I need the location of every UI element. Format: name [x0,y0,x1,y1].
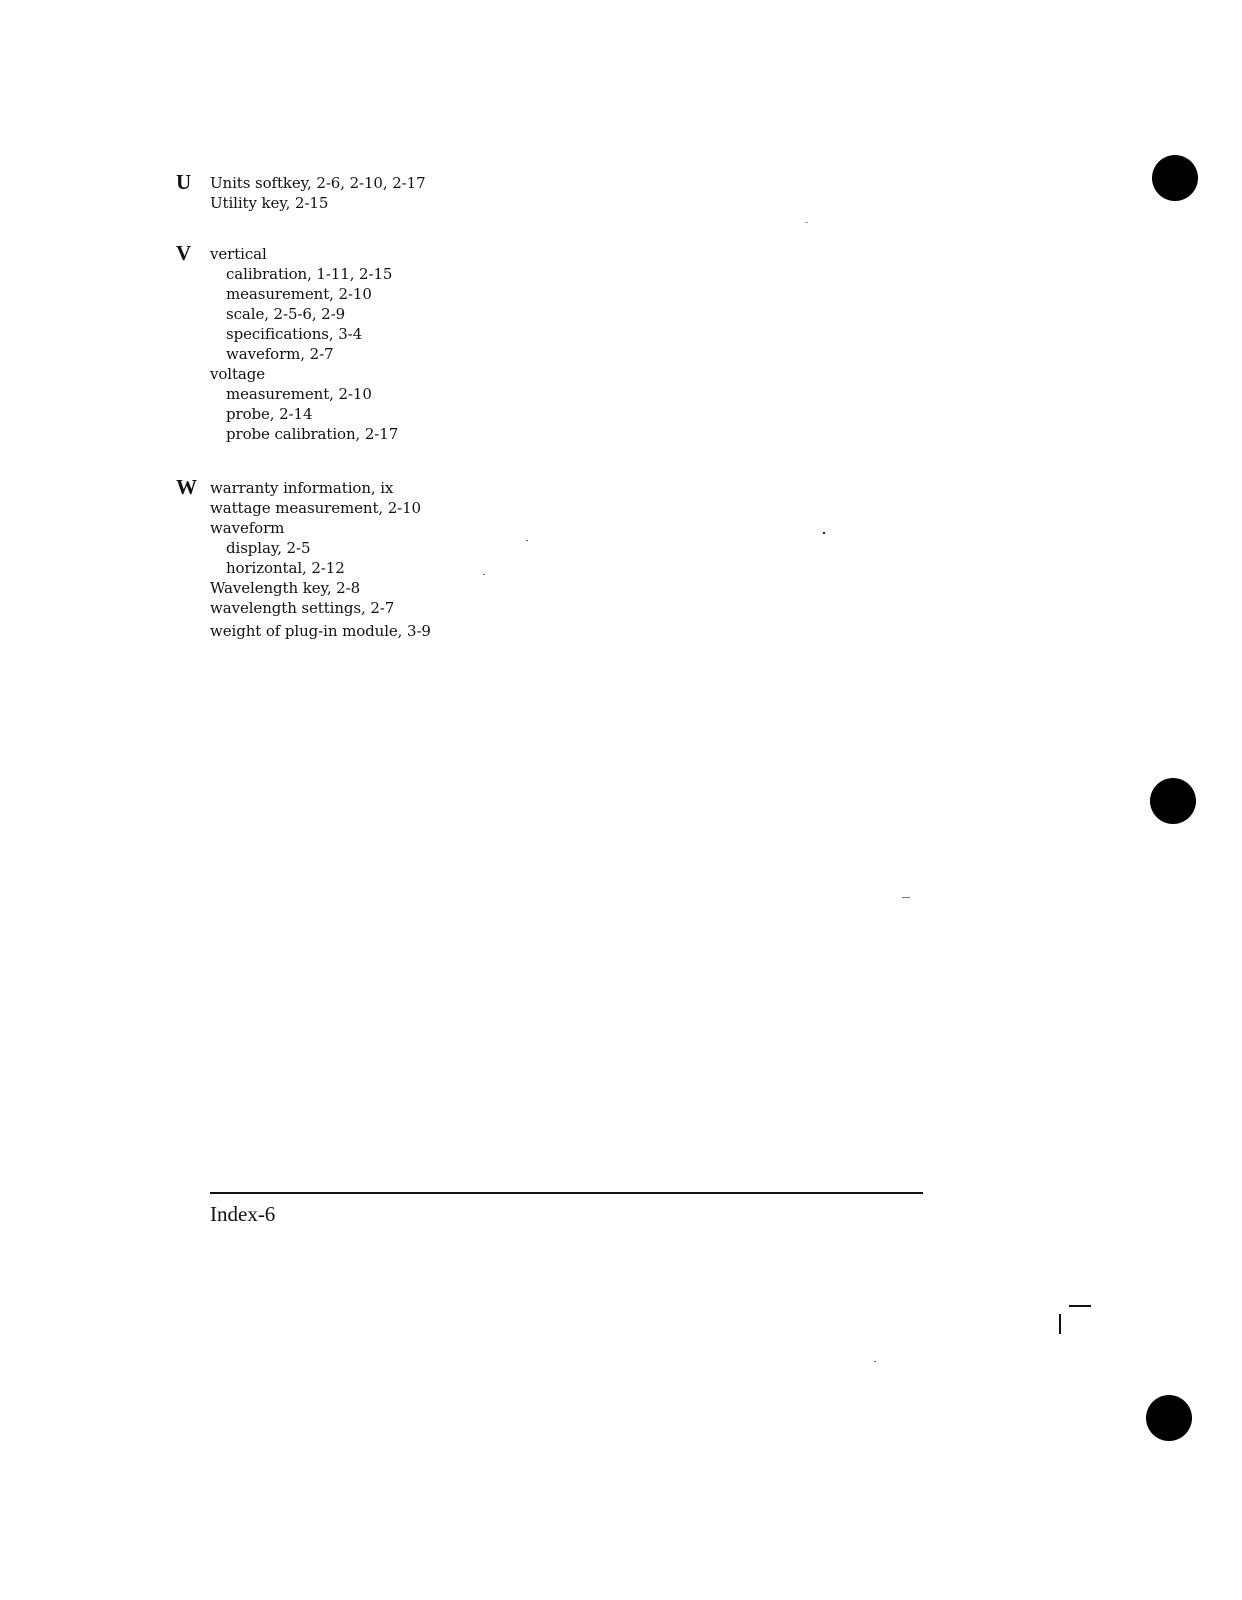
footer-rule [210,1192,923,1194]
index-entry: Wavelength key, 2-8 [210,579,361,597]
index-subentry: probe, 2-14 [226,405,313,423]
scan-speck [805,222,808,223]
index-entry: wavelength settings, 2-7 [210,599,395,617]
scan-speck [483,574,485,575]
crop-mark-horizontal [1069,1305,1091,1307]
index-subentry: specifications, 3-4 [226,325,363,343]
index-subentry: display, 2-5 [226,539,311,557]
punch-hole-bottom [1146,1395,1192,1441]
index-subentry: horizontal, 2-12 [226,559,345,577]
index-entry: waveform [210,519,285,537]
index-entry: warranty information, ix [210,479,394,497]
index-subentry: waveform, 2-7 [226,345,334,363]
section-letter: W [176,475,197,499]
index-subentry: scale, 2-5-6, 2-9 [226,305,346,323]
scan-speck [874,1361,876,1362]
scan-speck [526,540,528,541]
punch-hole-top [1152,155,1198,201]
section-letter: V [176,241,192,265]
index-subentry: probe calibration, 2-17 [226,425,399,443]
crop-mark-vertical [1059,1314,1061,1334]
index-entry: weight of plug-in module, 3-9 [210,622,431,640]
index-entry: voltage [210,365,266,383]
index-subentry: measurement, 2-10 [226,385,372,403]
section-letter: U [176,170,192,194]
scan-speck [823,532,825,534]
index-entry: Utility key, 2-15 [210,194,329,212]
punch-hole-middle [1150,778,1196,824]
index-entry: wattage measurement, 2-10 [210,499,422,517]
index-entry: Units softkey, 2-6, 2-10, 2-17 [210,174,426,192]
index-subentry: measurement, 2-10 [226,285,372,303]
scan-speck [902,897,910,898]
index-entry: vertical [210,245,267,263]
page-folio: Index-6 [210,1202,276,1226]
index-subentry: calibration, 1-11, 2-15 [226,265,393,283]
